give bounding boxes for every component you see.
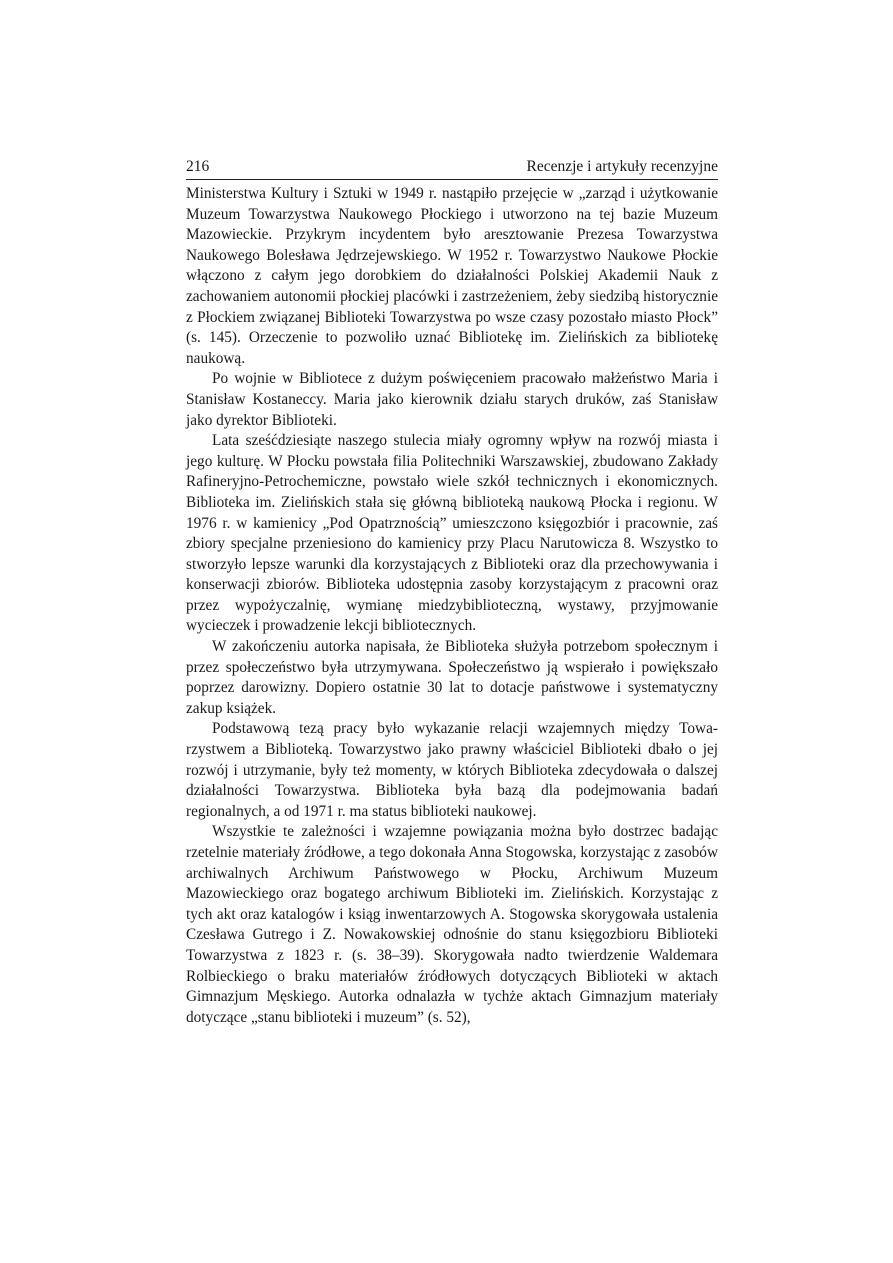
paragraph: Podstawową tezą pracy było wykazanie relacji wzajemnych między Towarzystwem a Biblioteką. Towarzystwo jako prawny właściciel Biblioteki dbało o jej rozwój i utrzymanie, były też momenty, w których Biblioteka zdecydowała o dalszej działalności Towarzystwa. Biblioteka była bazą dla podejmowania badań regionalnych, a od 1971 r. ma status biblioteki naukowej. [186, 720, 718, 820]
document-page [186, 0, 718, 1263]
paragraph: Lata sześćdziesiąte naszego stulecia miały ogromny wpływ na rozwój miasta i jego kulturę. W Płocku powstała filia Politechniki Warszawskiej, zbudowano Zakłady Rafineryjno-Petrochemiczne, powstało wiele szkół technicznych i ekonomicznych. Biblioteka im. Zielińskich stała się główną biblioteką naukową Płocka i regionu. W 1976 r. w kamienicy „Pod Opatrznością” umieszczono księgozbiór i pracownie, zaś zbiory specjalne przeniesiono do kamienicy przy Placu Narutowicza 8. Wszystko to stworzyło lepsze warunki dla korzystających z Biblioteki oraz dla przechowywania i konserwacji zbiorów. Biblioteka udostępnia zasoby korzystającym z pracowni oraz przez wypożyczalnię, wymianę miedzybiblioteczną, wystawy, przyjmowanie wycieczek i prowadzenie lekcji bibliotecznych. [186, 432, 718, 635]
running-title: Recenzje i artykuły recenzyjne [526, 158, 718, 175]
paragraph: Wszystkie te zależności i wzajemne powiązania można było dostrzec badając rzetelnie materiały źródłowe, a tego dokonała Anna Stogowska, korzystając z zasobów archiwalnych Archiwum Państwowego w Płocku, Archiwum Muzeum Mazowieckiego oraz bogatego archiwum Biblioteki im. Zielińskich. Korzystając z tych akt oraz katalogów i ksiąg inwentarzowych A. Stogowska skorygowała ustalenia Czesława Gutrego i Z. Nowakowskiej odnośnie do stanu księgozbioru Biblioteki Towarzystwa z 1823 r. (s. 38–39). Skorygowała nadto twierdzenie Waldemara Rolbieckiego o braku materiałów źródłowych dotyczących Biblioteki w aktach Gimnazjum Męskiego. Autorka odnalazła w tychże aktach Gimnazjum materiały dotyczące „stanu biblioteki i muzeum” (s. 52), [186, 823, 718, 1026]
paragraph: W zakończeniu autorka napisała, że Biblioteka służyła potrzebom społecznym i przez społeczeństwo była utrzymywana. Społeczeństwo ją wspierało i powiększało poprzez darowizny. Dopiero ostatnie 30 lat to dotacje państwowe i systematyczny zakup książek. [186, 638, 718, 717]
page-header [186, 157, 718, 180]
paragraph: Ministerstwa Kultury i Sztuki w 1949 r. nastąpiło przejęcie w „zarząd i użytkowanie Muzeum Towarzystwa Naukowego Płockiego i utworzono na tej bazie Muzeum Mazowieckie. Przykrym incydentem było aresztowanie Prezesa Towarzystwa Naukowego Bolesława Jędrzejewskiego. W 1952 r. Towarzystwo Naukowe Płockie włączono z całym jego dorobkiem do działalności Polskiej Akademii Nauk z zachowaniem autonomii płockiej placówki i zastrzeżeniem, żeby siedzibą historycznie z Płockiem związanej Biblioteki Towarzystwa po wsze czasy pozostało miasto Płock” (s. 145). Orzeczenie to pozwoliło uznać Bibliotekę im. Zielińskich za bibliotekę naukową. [186, 185, 718, 367]
body-text [186, 184, 718, 1028]
paragraph: Po wojnie w Bibliotece z dużym poświęceniem pracowało małżeństwo Maria i Stanisław Kostaneccy. Maria jako kierownik działu starych druków, zaś Stanisław jako dyrektor Biblioteki. [186, 370, 718, 429]
page-number: 216 [186, 158, 210, 175]
